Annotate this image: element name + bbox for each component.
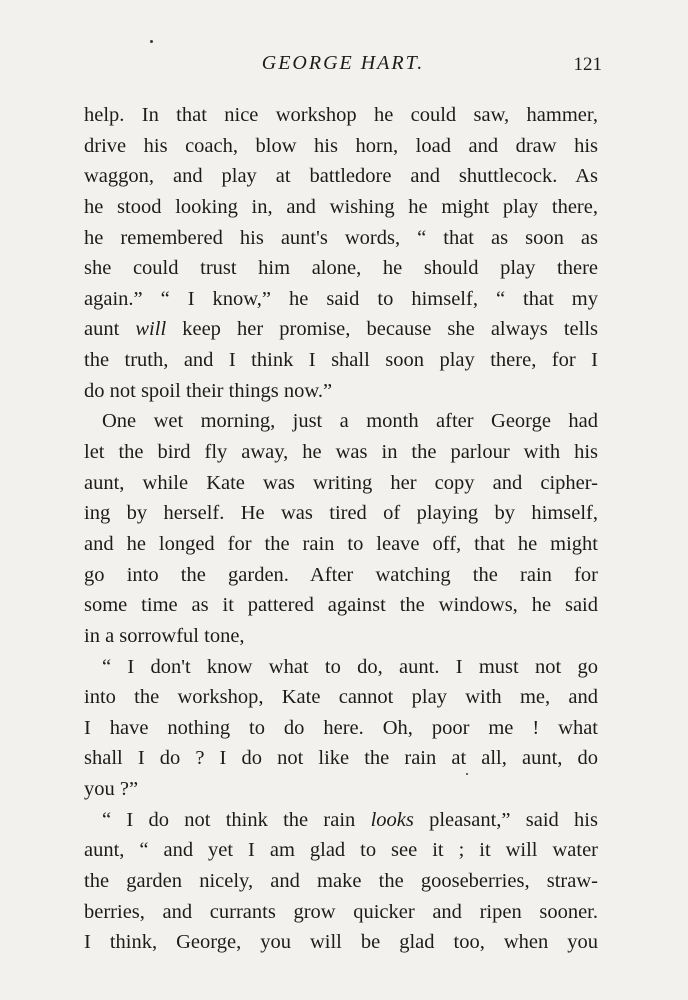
text-line: again.” “ I know,” he said to himself, “ that my	[84, 287, 598, 310]
text-line	[84, 805, 598, 836]
text-line: he stood looking in, and wishing he might play there,	[84, 195, 598, 218]
text-line: let the bird fly away, he was in the parlour with his	[84, 441, 598, 464]
text-span: aunt	[84, 318, 136, 341]
text-line: he remembered his aunt's words, “ that as soon as	[84, 226, 598, 249]
text-line: One wet morning, just a month after George had	[102, 410, 598, 433]
text-line: “ I don't know what to do, aunt. I must not go	[102, 655, 598, 678]
text-line: waggon, and play at battledore and shuttlecock. As	[84, 165, 598, 188]
text-line: and he longed for the rain to leave off, that he might	[84, 532, 598, 555]
text-line: she could trust him alone, he should play there	[84, 257, 598, 280]
text-line: help. In that nice workshop he could saw, hammer,	[84, 104, 598, 126]
text-line: the truth, and I think I shall soon play there, for I	[84, 349, 598, 372]
page-number: 121	[573, 54, 602, 75]
text-line	[84, 314, 598, 345]
text-line: you ?”	[84, 778, 139, 801]
text-line: aunt, “ and yet I am glad to see it ; it will water	[84, 839, 598, 862]
text-line: aunt, while Kate was writing her copy and cipher-	[84, 471, 598, 494]
text-line: shall I do ? I do not like the rain at all, aunt, do	[84, 747, 598, 770]
text-line: go into the garden. After watching the rain for	[84, 563, 598, 586]
text-span: pleasant,” said his	[413, 808, 598, 831]
text-line: in a sorrowful tone,	[84, 624, 245, 647]
text-line: ing by herself. He was tired of playing by himself,	[84, 502, 598, 525]
page-speck	[150, 40, 153, 43]
text-line: do not spoil their things now.”	[84, 379, 333, 402]
page-header	[84, 50, 602, 78]
text-line: I have nothing to do here. Oh, poor me ! what	[84, 716, 598, 739]
text-line: I think, George, you will be glad too, when you	[84, 931, 598, 954]
text-span: keep her promise, because she always tells	[166, 318, 598, 341]
running-title: GEORGE HART.	[261, 52, 425, 74]
body-text	[84, 100, 598, 958]
text-line: the garden nicely, and make the gooseberries, straw-	[84, 870, 598, 893]
italic-word: will	[135, 318, 167, 341]
text-line: drive his coach, blow his horn, load and draw his	[84, 134, 598, 157]
italic-word: looks	[370, 808, 414, 831]
text-line: some time as it pattered against the windows, he said	[84, 594, 598, 617]
text-line: into the workshop, Kate cannot play with me, and	[84, 686, 598, 709]
text-span: “ I do not think the rain	[102, 808, 371, 831]
text-line: berries, and currants grow quicker and ripen sooner.	[84, 900, 598, 923]
